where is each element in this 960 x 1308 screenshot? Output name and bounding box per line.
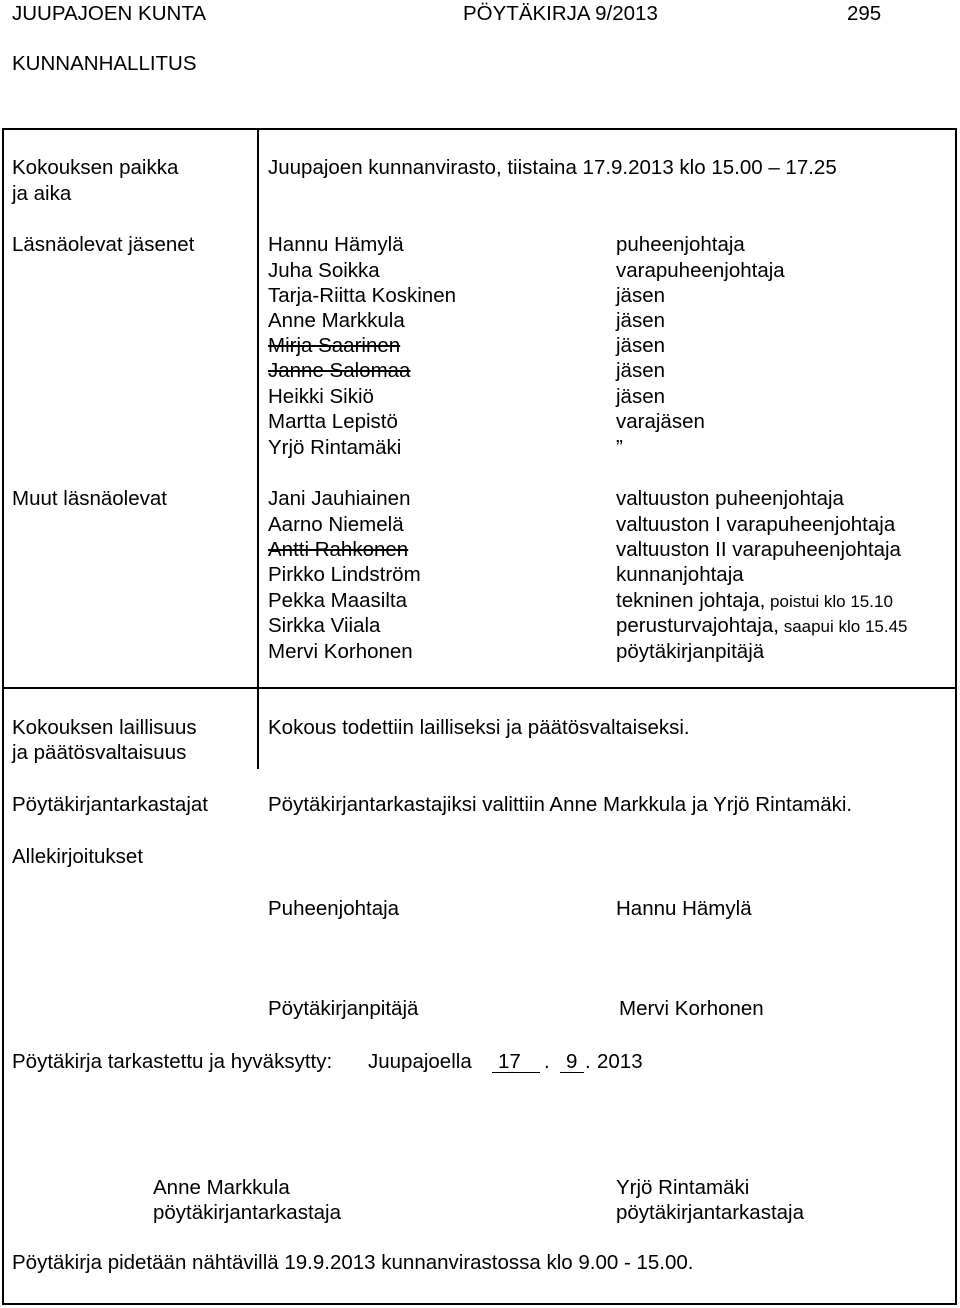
meeting-place-time: Juupajoen kunnanvirasto, tiistaina 17.9.2013 klo 15.00 – 17.25 — [268, 156, 837, 179]
member-role: puheenjohtaja — [616, 233, 745, 256]
meeting-label-line2: ja aika — [12, 182, 72, 205]
approval-day-field — [492, 1050, 540, 1074]
approval-day-separator: . — [544, 1050, 550, 1073]
member-role: jäsen — [616, 385, 666, 408]
approval-day: 17 — [492, 1051, 540, 1073]
approval-month: 9 — [560, 1051, 584, 1073]
secretary-name: Mervi Korhonen — [619, 997, 764, 1020]
attendee-role-title: tekninen johtaja, — [616, 589, 766, 612]
member-role: varajäsen — [616, 410, 705, 433]
attendee-arrival-note: saapui klo 15.45 — [778, 617, 908, 636]
legality-label-line2: ja päätösvaltaisuus — [12, 741, 187, 764]
member-role: jäsen — [616, 309, 666, 332]
attendee-name: Pirkko Lindström — [268, 563, 421, 586]
attendee-name: Jani Jauhiainen — [268, 487, 411, 510]
approval-month-separator: . — [585, 1050, 591, 1073]
approval-year: 2013 — [597, 1050, 643, 1073]
member-name: Anne Markkula — [268, 309, 405, 332]
inspector-signature-name: Yrjö Rintamäki — [616, 1176, 750, 1199]
member-name: Tarja-Riitta Koskinen — [268, 284, 456, 307]
inspectors-statement: Pöytäkirjantarkastajiksi valittiin Anne Markkula ja Yrjö Rintamäki. — [268, 793, 853, 816]
attendee-role-title: perusturvajohtaja, — [616, 614, 779, 637]
member-role: varapuheenjohtaja — [616, 259, 785, 282]
member-name: Juha Soikka — [268, 259, 380, 282]
member-role: jäsen — [616, 284, 666, 307]
approval-label: Pöytäkirja tarkastettu ja hyväksytty: — [12, 1050, 333, 1073]
meeting-label: Kokouksen paikka — [12, 156, 179, 179]
inspectors-label: Pöytäkirjantarkastajat — [12, 793, 208, 816]
governing-body: KUNNANHALLITUS — [12, 52, 197, 75]
chair-title: Puheenjohtaja — [268, 897, 400, 920]
member-name: Heikki Sikiö — [268, 385, 374, 408]
attendee-role: pöytäkirjanpitäjä — [616, 640, 765, 663]
attendee-name: Pekka Maasilta — [268, 589, 408, 612]
member-role: jäsen — [616, 359, 666, 382]
inspector-signature-name: Anne Markkula — [153, 1176, 290, 1199]
chair-name: Hannu Hämylä — [616, 897, 752, 920]
secretary-title: Pöytäkirjanpitäjä — [268, 997, 419, 1020]
row-divider — [2, 687, 957, 689]
legality-statement: Kokous todettiin lailliseksi ja päätösvaltaiseksi. — [268, 716, 690, 739]
public-display-notice: Pöytäkirja pidetään nähtävillä 19.9.2013 kunnanvirastossa klo 9.00 - 15.00. — [12, 1251, 694, 1274]
attendee-name: Mervi Korhonen — [268, 640, 413, 663]
member-role: jäsen — [616, 334, 666, 357]
approval-place: Juupajoella — [368, 1050, 472, 1073]
others-label: Muut läsnäolevat — [12, 487, 167, 510]
attendee-role — [616, 589, 893, 613]
approval-month-field — [560, 1050, 584, 1074]
attendee-name: Sirkka Viiala — [268, 614, 381, 637]
attendee-role: valtuuston I varapuheenjohtaja — [616, 513, 896, 536]
inspector-signature-title: pöytäkirjantarkastaja — [616, 1201, 805, 1224]
attendee-name: Antti Rahkonen — [268, 538, 409, 561]
attendee-departure-note: poistui klo 15.10 — [765, 592, 893, 611]
member-name: Janne Salomaa — [268, 359, 411, 382]
column-divider — [257, 128, 259, 769]
member-name: Martta Lepistö — [268, 410, 398, 433]
attendee-role: kunnanjohtaja — [616, 563, 744, 586]
municipality-name: JUUPAJOEN KUNTA — [12, 2, 207, 25]
attendee-name: Aarno Niemelä — [268, 513, 404, 536]
member-name: Mirja Saarinen — [268, 334, 401, 357]
legality-label: Kokouksen laillisuus — [12, 716, 197, 739]
page-number: 295 — [847, 2, 882, 25]
attendee-role — [616, 614, 908, 638]
member-role-ditto: ” — [616, 436, 623, 459]
members-label: Läsnäolevat jäsenet — [12, 233, 195, 256]
document-title: PÖYTÄKIRJA 9/2013 — [463, 2, 658, 25]
signatures-label: Allekirjoitukset — [12, 845, 144, 868]
member-name: Yrjö Rintamäki — [268, 436, 402, 459]
attendee-role: valtuuston II varapuheenjohtaja — [616, 538, 901, 561]
member-name: Hannu Hämylä — [268, 233, 404, 256]
inspector-signature-title: pöytäkirjantarkastaja — [153, 1201, 342, 1224]
attendee-role: valtuuston puheenjohtaja — [616, 487, 844, 510]
